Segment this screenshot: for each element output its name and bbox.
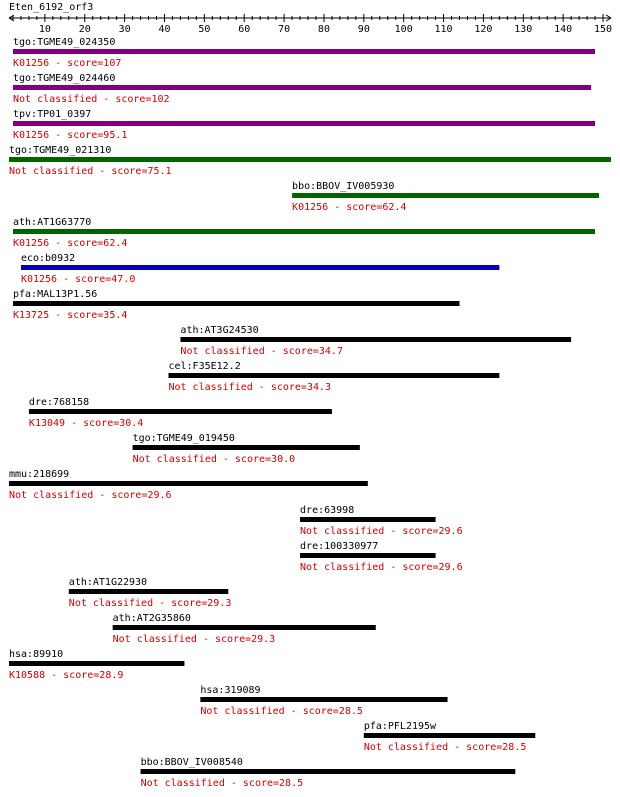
hit-bar[interactable] bbox=[9, 157, 611, 162]
hit-name[interactable]: tgo:TGME49_019450 bbox=[132, 433, 235, 444]
hit-bar[interactable] bbox=[13, 85, 591, 90]
hit-classification: Not classified - score=28.5 bbox=[363, 742, 527, 753]
hit-bar[interactable] bbox=[292, 193, 599, 198]
hit-bar[interactable] bbox=[69, 589, 228, 594]
hit-classification: Not classified - score=34.7 bbox=[180, 346, 343, 357]
axis-tick-label: 150 bbox=[593, 24, 613, 35]
hit-name[interactable]: ath:AT1G22930 bbox=[68, 577, 148, 588]
hit-classification: Not classified - score=29.3 bbox=[68, 598, 232, 609]
hit-row[interactable] bbox=[292, 181, 599, 213]
hit-classification: K01256 - score=47.0 bbox=[20, 274, 136, 285]
axis-tick-label: 120 bbox=[474, 24, 493, 35]
hit-bar[interactable] bbox=[9, 481, 368, 486]
hit-row[interactable] bbox=[9, 469, 368, 501]
hit-classification: K01256 - score=62.4 bbox=[12, 238, 128, 249]
hit-row[interactable] bbox=[13, 109, 595, 141]
hit-name[interactable]: tgo:TGME49_021310 bbox=[9, 145, 112, 156]
hit-name[interactable]: bbo:BBOV_IV008540 bbox=[140, 757, 243, 768]
hit-bar[interactable] bbox=[141, 769, 516, 774]
axis-tick-label: 110 bbox=[434, 24, 453, 35]
axis-tick-label: 20 bbox=[78, 24, 91, 35]
hit-classification: K13725 - score=35.4 bbox=[12, 310, 128, 321]
hit-classification: Not classified - score=29.6 bbox=[300, 562, 463, 573]
hit-name[interactable]: dre:63998 bbox=[300, 505, 355, 516]
hit-name[interactable]: dre:100330977 bbox=[300, 541, 379, 552]
hit-name[interactable]: cel:F35E12.2 bbox=[168, 361, 241, 372]
hit-row[interactable] bbox=[200, 685, 447, 717]
hit-classification: K01256 - score=62.4 bbox=[292, 202, 407, 213]
hit-row[interactable] bbox=[141, 757, 516, 789]
hit-classification: Not classified - score=29.6 bbox=[300, 526, 463, 537]
hit-bar[interactable] bbox=[113, 625, 376, 630]
hit-row[interactable] bbox=[69, 577, 232, 609]
hit-bar[interactable] bbox=[13, 229, 595, 234]
hit-row[interactable] bbox=[13, 73, 591, 105]
hit-name[interactable]: hsa:319089 bbox=[200, 685, 261, 696]
hit-row[interactable] bbox=[9, 145, 611, 177]
hit-bar[interactable] bbox=[9, 661, 184, 666]
hit-classification: K01256 - score=95.1 bbox=[12, 130, 128, 141]
hit-name[interactable]: tpv:TP01_0397 bbox=[12, 109, 92, 120]
hit-row[interactable] bbox=[180, 325, 571, 357]
hit-row[interactable] bbox=[364, 721, 535, 753]
axis-tick-label: 40 bbox=[158, 24, 171, 35]
hit-name[interactable]: pfa:MAL13P1.56 bbox=[12, 289, 98, 300]
axis-tick-label: 30 bbox=[118, 24, 131, 35]
hit-bar[interactable] bbox=[300, 517, 436, 522]
axis-tick-label: 70 bbox=[278, 24, 291, 35]
hit-bar[interactable] bbox=[168, 373, 499, 378]
hit-classification: K01256 - score=107 bbox=[12, 58, 122, 69]
hit-bar[interactable] bbox=[21, 265, 499, 270]
hit-name[interactable]: pfa:PFL2195w bbox=[363, 721, 437, 732]
hit-bar[interactable] bbox=[364, 733, 535, 738]
hit-classification: Not classified - score=34.3 bbox=[168, 382, 332, 393]
hit-name[interactable]: ath:AT3G24530 bbox=[180, 325, 259, 336]
axis-tick-label: 50 bbox=[198, 24, 211, 35]
axis-tick-label: 10 bbox=[38, 24, 51, 35]
position-axis bbox=[9, 14, 612, 35]
hit-name[interactable]: tgo:TGME49_024350 bbox=[12, 37, 116, 48]
hit-classification: K13049 - score=30.4 bbox=[28, 418, 144, 429]
hit-classification: Not classified - score=102 bbox=[12, 94, 170, 105]
hit-name[interactable]: ath:AT1G63770 bbox=[12, 217, 92, 228]
hit-bar[interactable] bbox=[300, 553, 436, 558]
query-title: Eten_6192_orf3 bbox=[9, 2, 94, 13]
hit-row[interactable] bbox=[168, 361, 499, 393]
hit-list bbox=[9, 37, 611, 789]
hit-row[interactable] bbox=[21, 253, 499, 285]
hit-row[interactable] bbox=[13, 217, 595, 249]
hit-name[interactable]: dre:768158 bbox=[28, 397, 90, 408]
hit-classification: Not classified - score=75.1 bbox=[9, 166, 172, 177]
hit-bar[interactable] bbox=[13, 49, 595, 54]
hit-row[interactable] bbox=[13, 37, 595, 69]
axis-tick-label: 80 bbox=[317, 24, 330, 35]
hit-name[interactable]: ath:AT2G35860 bbox=[112, 613, 191, 624]
hit-classification: Not classified - score=29.3 bbox=[112, 634, 276, 645]
hit-bar[interactable] bbox=[180, 337, 571, 342]
axis-tick-label: 60 bbox=[238, 24, 251, 35]
hit-row[interactable] bbox=[300, 541, 463, 573]
hit-name[interactable]: mmu:218699 bbox=[9, 469, 70, 480]
hit-name[interactable]: eco:b0932 bbox=[20, 253, 76, 264]
hit-row[interactable] bbox=[13, 289, 460, 321]
hit-classification: Not classified - score=28.5 bbox=[140, 778, 304, 789]
hit-row[interactable] bbox=[133, 433, 360, 465]
hit-classification: Not classified - score=30.0 bbox=[132, 454, 296, 465]
hit-row[interactable] bbox=[113, 613, 376, 645]
hit-name[interactable]: tgo:TGME49_024460 bbox=[12, 73, 116, 84]
hit-name[interactable]: hsa:89910 bbox=[9, 649, 64, 660]
hit-name[interactable]: bbo:BBOV_IV005930 bbox=[292, 181, 395, 192]
axis-tick-label: 100 bbox=[394, 24, 413, 35]
hit-bar[interactable] bbox=[133, 445, 360, 450]
hit-classification: K10588 - score=28.9 bbox=[9, 670, 124, 681]
hit-bar[interactable] bbox=[13, 301, 460, 306]
axis-tick-label: 140 bbox=[554, 24, 573, 35]
hit-row[interactable] bbox=[9, 649, 184, 681]
hit-row[interactable] bbox=[29, 397, 332, 429]
hit-classification: Not classified - score=28.5 bbox=[200, 706, 363, 717]
hit-row[interactable] bbox=[300, 505, 463, 537]
axis-tick-label: 90 bbox=[357, 24, 370, 35]
hit-bar[interactable] bbox=[13, 121, 595, 126]
hit-bar[interactable] bbox=[200, 697, 447, 702]
axis-tick-label: 130 bbox=[514, 24, 533, 35]
hit-bar[interactable] bbox=[29, 409, 332, 414]
hit-classification: Not classified - score=29.6 bbox=[9, 490, 172, 501]
